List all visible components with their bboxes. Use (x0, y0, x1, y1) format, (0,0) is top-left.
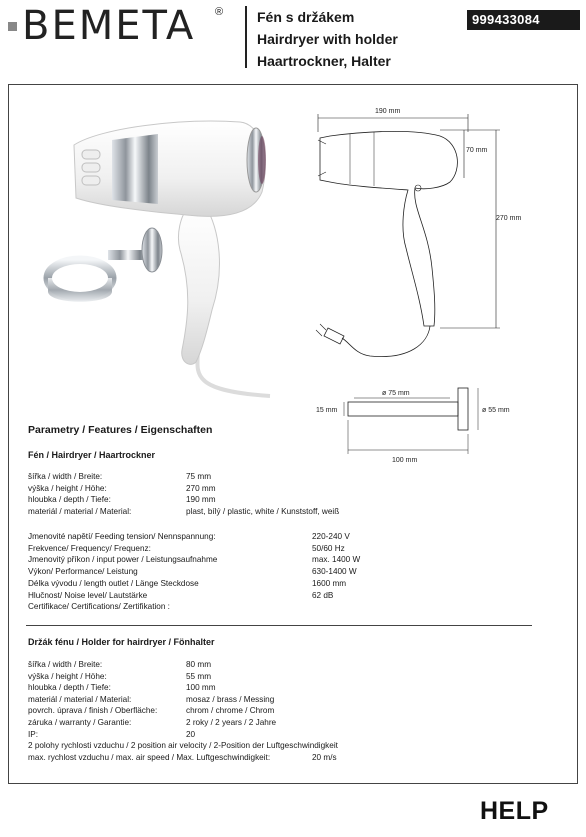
spec-row (28, 578, 347, 590)
spec-value: 190 mm (186, 495, 216, 505)
spec-label: materiál / material / Material: (28, 694, 132, 704)
dim-nozzle: 70 mm (466, 147, 488, 154)
spec-row (28, 554, 361, 566)
dim-width: 190 mm (375, 108, 401, 115)
spec-value: chrom / chrome / Chrom (186, 706, 275, 716)
holder-title: Držák fénu / Holder for hairdryer / Fönhalter (28, 637, 215, 647)
spec-row (28, 717, 277, 729)
spec-value: 630-1400 W (312, 567, 357, 577)
spec-row (28, 729, 196, 741)
spec-label: Výkon/ Performance/ Leistung (28, 567, 138, 577)
spec-row (28, 543, 345, 555)
product-titles (257, 6, 398, 72)
spec-row (28, 659, 212, 671)
spec-row (28, 601, 170, 613)
spec-row (28, 506, 340, 518)
spec-value: mosaz / brass / Messing (186, 694, 275, 704)
product-photo (30, 100, 300, 400)
spec-label: hloubka / depth / Tiefe: (28, 495, 111, 505)
spec-label: záruka / warranty / Garantie: (28, 718, 132, 727)
spec-label: materiál / material / Material: (28, 507, 132, 517)
spec-row (28, 752, 337, 764)
spec-value: 75 mm (186, 472, 212, 481)
spec-value: 2 roky / 2 years / 2 Jahre (186, 718, 277, 727)
spec-value: 220-240 V (312, 532, 350, 541)
spec-row (28, 671, 212, 683)
holder-outer: ø 55 mm (482, 407, 510, 414)
spec-row (28, 531, 350, 543)
title-en: Hairdryer with holder (257, 31, 398, 47)
spec-label: povrch. úprava / finish / Oberfläche: (28, 706, 158, 716)
spec-value: 20 m/s (312, 752, 337, 762)
spec-label: Jmenovitý příkon / input power / Leistungsaufnahme (28, 555, 218, 565)
logo-square-mark (8, 22, 17, 31)
title-cz: Fén s držákem (257, 9, 355, 25)
spec-label: Certifikace/ Certifications/ Zertifikation : (28, 602, 170, 612)
spec-value: 270 mm (186, 483, 216, 493)
spec-value: 80 mm (186, 660, 212, 669)
title-de: Haartrockner, Halter (257, 53, 391, 69)
spec-row (28, 705, 275, 717)
spec-label: 2 polohy rychlosti vzduchu / 2 position air velocity / 2-Position der Luftgeschwindigkeit (28, 741, 338, 751)
spec-row (28, 682, 216, 694)
spec-label: šířka / width / Breite: (28, 472, 103, 481)
spec-label: šířka / width / Breite: (28, 660, 103, 669)
section-divider (26, 625, 532, 626)
spec-value: plast, bílý / plastic, white / Kunststoff, weiß (186, 507, 340, 517)
registered-mark: ® (215, 6, 224, 18)
spec-value: 55 mm (186, 671, 212, 681)
spec-label: hloubka / depth / Tiefe: (28, 683, 111, 693)
spec-row (28, 494, 216, 506)
spec-row (28, 471, 212, 483)
spec-label: Frekvence/ Frequency/ Frequenz: (28, 543, 151, 553)
product-code: 999433084 (467, 10, 580, 30)
brand-logo: BEMETA (22, 3, 196, 49)
spec-row (28, 590, 334, 602)
spec-row (28, 694, 275, 706)
spec-value: 20 (186, 729, 196, 739)
holder-height: 15 mm (316, 407, 338, 414)
spec-value: 1600 mm (312, 578, 347, 588)
features-title: Parametry / Features / Eigenschaften (28, 424, 213, 436)
holder-diameter: ø 75 mm (382, 390, 410, 397)
spec-value: 62 dB (312, 590, 334, 600)
spec-label: Hlučnost/ Noise level/ Lautstärke (28, 590, 148, 600)
spec-row (28, 483, 216, 495)
spec-row (28, 566, 357, 578)
spec-value: 50/60 Hz (312, 543, 345, 553)
spec-label: Jmenovité napětí/ Feeding tension/ Nennspannung: (28, 532, 216, 541)
spec-label: max. rychlost vzduchu / max. air speed / Max. Luftgeschwindigkeit: (28, 752, 271, 762)
category-label: HELP (480, 797, 549, 825)
spec-label: výška / height / Höhe: (28, 671, 107, 681)
spec-label: IP: (28, 729, 39, 739)
hairdryer-title: Fén / Hairdryer / Haartrockner (28, 450, 156, 460)
holder-depth: 100 mm (392, 457, 418, 464)
spec-value: 100 mm (186, 683, 216, 693)
dim-height: 270 mm (496, 215, 522, 222)
spec-label: Délka vývodu / length outlet / Länge Steckdose (28, 578, 199, 588)
technical-drawing (300, 98, 540, 478)
spec-value: max. 1400 W (312, 555, 361, 565)
header-divider (245, 6, 247, 68)
spec-label: výška / height / Höhe: (28, 483, 107, 493)
spec-row (28, 740, 338, 752)
